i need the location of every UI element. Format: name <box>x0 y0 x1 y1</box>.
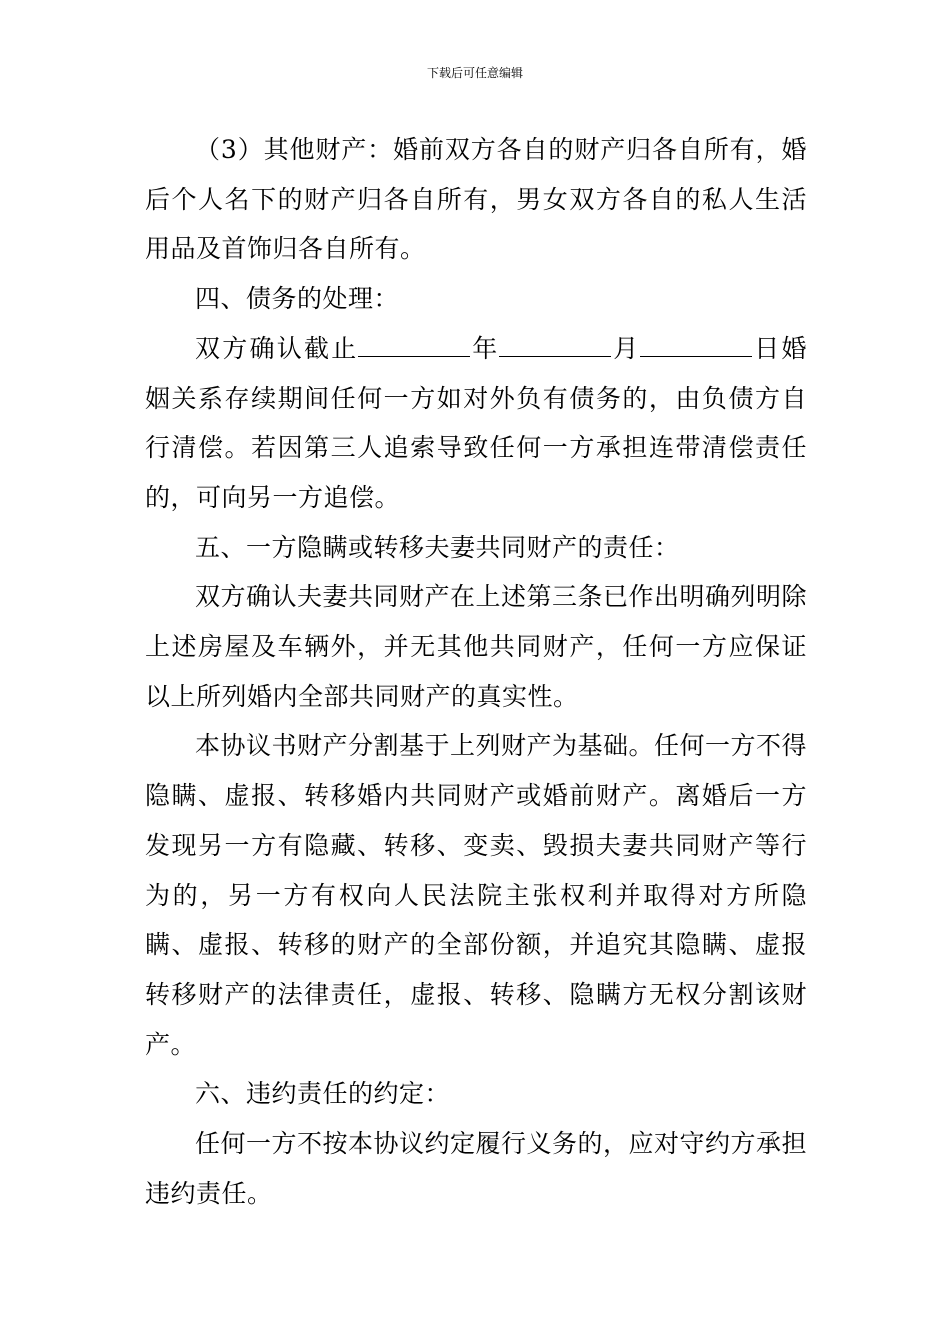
debt-prefix: 双方确认截止 <box>195 333 359 363</box>
section-heading-concealment: 五、一方隐瞒或转移夫妻共同财产的责任： <box>195 532 680 562</box>
paragraph-breach: 任何一方不按本协议约定履行义务的，应对守约方承担违约责任。 <box>145 1129 808 1208</box>
paragraph-other-property: （3）其他财产：婚前双方各自的财产归各自所有，婚后个人名下的财产归各自所有，男女双方各自的私人生活用品及首饰归各自所有。 <box>145 135 807 264</box>
paragraph-joint-property-confirm: 双方确认夫妻共同财产在上述第三条已作出明确列明除上述房屋及车辆外，并无其他共同财产，任何一方应保证以上所列婚内全部共同财产的真实性。 <box>145 582 808 711</box>
year-label: 年 <box>470 333 500 363</box>
paragraph-debt <box>145 324 807 523</box>
section-heading-breach: 六、违约责任的约定： <box>195 1079 451 1109</box>
debt-rest: 日婚姻关系存续期间任何一方如对外负有债务的，由负债方自行清偿。若因第三人追索导致任何一方承担连带清偿责任的，可向另一方追偿。 <box>145 333 807 512</box>
month-blank <box>499 338 611 357</box>
page-header: 下载后可任意编辑 <box>426 66 523 80</box>
paragraph-property-division: 本协议书财产分割基于上列财产为基础。任何一方不得隐瞒、虚报、转移婚内共同财产或婚前财产。离婚后一方发现另一方有隐藏、转移、变卖、毁损夫妻共同财产等行为的，另一方有权向人民法院主张权利并取得对方所隐瞒、虚报、转移的财产的全部份额，并追究其隐瞒、虚报转移财产的法律责任，虚报、转移、隐瞒方无权分割该财产。 <box>145 731 808 1059</box>
month-label: 月 <box>611 333 641 363</box>
day-blank <box>640 338 752 357</box>
document-body <box>145 125 807 1218</box>
section-heading-debt: 四、债务的处理： <box>195 284 400 314</box>
year-blank <box>358 338 470 357</box>
